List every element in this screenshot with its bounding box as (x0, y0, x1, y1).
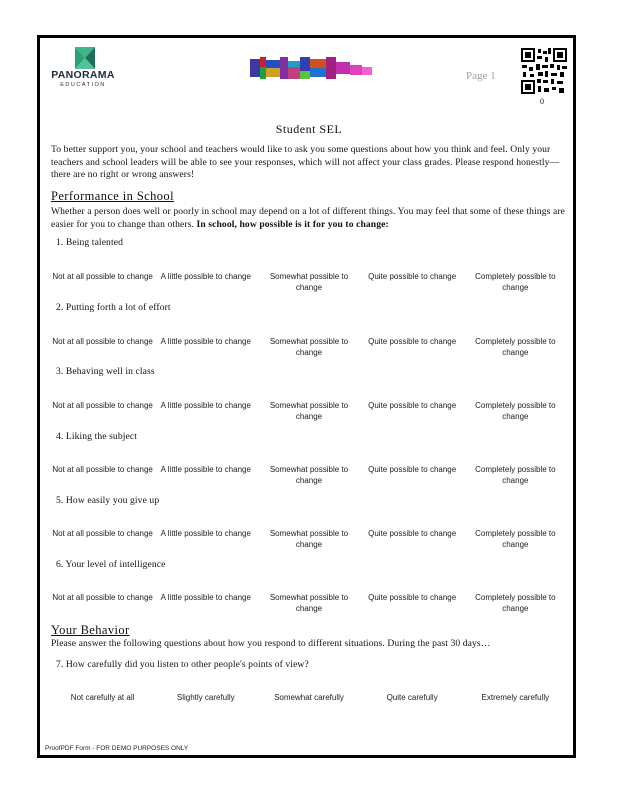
option-a-little[interactable]: A little possible to change (160, 465, 251, 474)
option-not-at-all[interactable]: Not at all possible to change (52, 465, 153, 474)
option-completely[interactable]: Completely possible to change (475, 337, 556, 357)
option-quite[interactable]: Quite possible to change (368, 465, 457, 474)
form-title: Student SEL (275, 122, 343, 136)
option-not-at-all[interactable]: Not at all possible to change (52, 272, 153, 281)
intro-text: To better support you, your school and teachers would like to ask you some questions about how you think and feel. Only your teachers and school leaders will be able to see your responses, which will not affect your class grades. Please respond honestly—there are no right or wrong answers! (51, 144, 560, 180)
page-number: Page 1 (466, 70, 496, 82)
option-completely[interactable]: Completely possible to change (475, 401, 556, 421)
option-a-little[interactable]: A little possible to change (160, 272, 251, 281)
option-quite-carefully[interactable]: Quite carefully (386, 693, 438, 702)
option-not-carefully[interactable]: Not carefully at all (70, 693, 135, 702)
option-quite[interactable]: Quite possible to change (368, 401, 457, 410)
option-completely[interactable]: Completely possible to change (475, 529, 556, 549)
panorama-logo (48, 47, 118, 91)
qr-code-icon (521, 48, 567, 94)
qr-number: 0 (540, 97, 544, 106)
option-quite[interactable]: Quite possible to change (368, 337, 457, 346)
option-a-little[interactable]: A little possible to change (160, 337, 251, 346)
question-3: 3. Behaving well in class (56, 366, 155, 377)
option-somewhat[interactable]: Somewhat possible to change (269, 593, 349, 613)
options-row-q6 (51, 593, 567, 614)
logo-sub: EDUCATION (60, 82, 106, 88)
option-completely[interactable]: Completely possible to change (475, 465, 556, 485)
footer-text: ProofPDF Form - FOR DEMO PURPOSES ONLY (45, 745, 189, 752)
option-quite[interactable]: Quite possible to change (368, 529, 457, 538)
options-row-q1 (51, 272, 567, 293)
section-heading-behavior: Your Behavior (51, 623, 130, 637)
section-heading-performance: Performance in School (51, 189, 174, 203)
option-somewhat-carefully[interactable]: Somewhat carefully (274, 693, 344, 702)
option-somewhat[interactable]: Somewhat possible to change (269, 401, 349, 421)
question-6: 6. Your level of intelligence (56, 559, 166, 570)
option-completely[interactable]: Completely possible to change (475, 272, 556, 292)
question-2: 2. Putting forth a lot of effort (56, 302, 171, 313)
option-completely[interactable]: Completely possible to change (475, 593, 556, 613)
options-row-q2 (51, 337, 567, 358)
question-5: 5. How easily you give up (56, 495, 160, 506)
option-somewhat[interactable]: Somewhat possible to change (269, 272, 349, 292)
option-quite[interactable]: Quite possible to change (368, 272, 457, 281)
question-4: 4. Liking the subject (56, 431, 137, 442)
question-7: 7. How carefully did you listen to other people's points of view? (56, 659, 309, 670)
option-not-at-all[interactable]: Not at all possible to change (52, 337, 153, 346)
option-somewhat[interactable]: Somewhat possible to change (269, 529, 349, 549)
option-extremely-carefully[interactable]: Extremely carefully (481, 693, 550, 702)
section-description-performance: Whether a person does well or poorly in school may depend on a lot of different things. You may feel that some of these things are easier for you to change than others. In school, how possible is it for you to change: (51, 206, 565, 230)
option-somewhat[interactable]: Somewhat possible to change (269, 337, 349, 357)
barcode-image (248, 57, 374, 79)
section-description-behavior: Please answer the following questions about how you respond to different situations. During the past 30 days… (51, 638, 491, 649)
option-a-little[interactable]: A little possible to change (160, 401, 251, 410)
option-not-at-all[interactable]: Not at all possible to change (52, 593, 153, 602)
option-quite[interactable]: Quite possible to change (368, 593, 457, 602)
option-a-little[interactable]: A little possible to change (160, 593, 251, 602)
option-not-at-all[interactable]: Not at all possible to change (52, 401, 153, 410)
option-slightly-carefully[interactable]: Slightly carefully (176, 693, 235, 702)
question-1: 1. Being talented (56, 237, 123, 248)
logo-name: PANORAMA (51, 69, 115, 81)
panorama-logo-icon (75, 47, 95, 69)
option-not-at-all[interactable]: Not at all possible to change (52, 529, 153, 538)
options-row-q4 (51, 465, 567, 486)
options-row-q3 (51, 401, 567, 422)
option-a-little[interactable]: A little possible to change (160, 529, 251, 538)
options-row-q7 (51, 693, 567, 704)
option-somewhat[interactable]: Somewhat possible to change (269, 465, 349, 485)
options-row-q5 (51, 529, 567, 550)
